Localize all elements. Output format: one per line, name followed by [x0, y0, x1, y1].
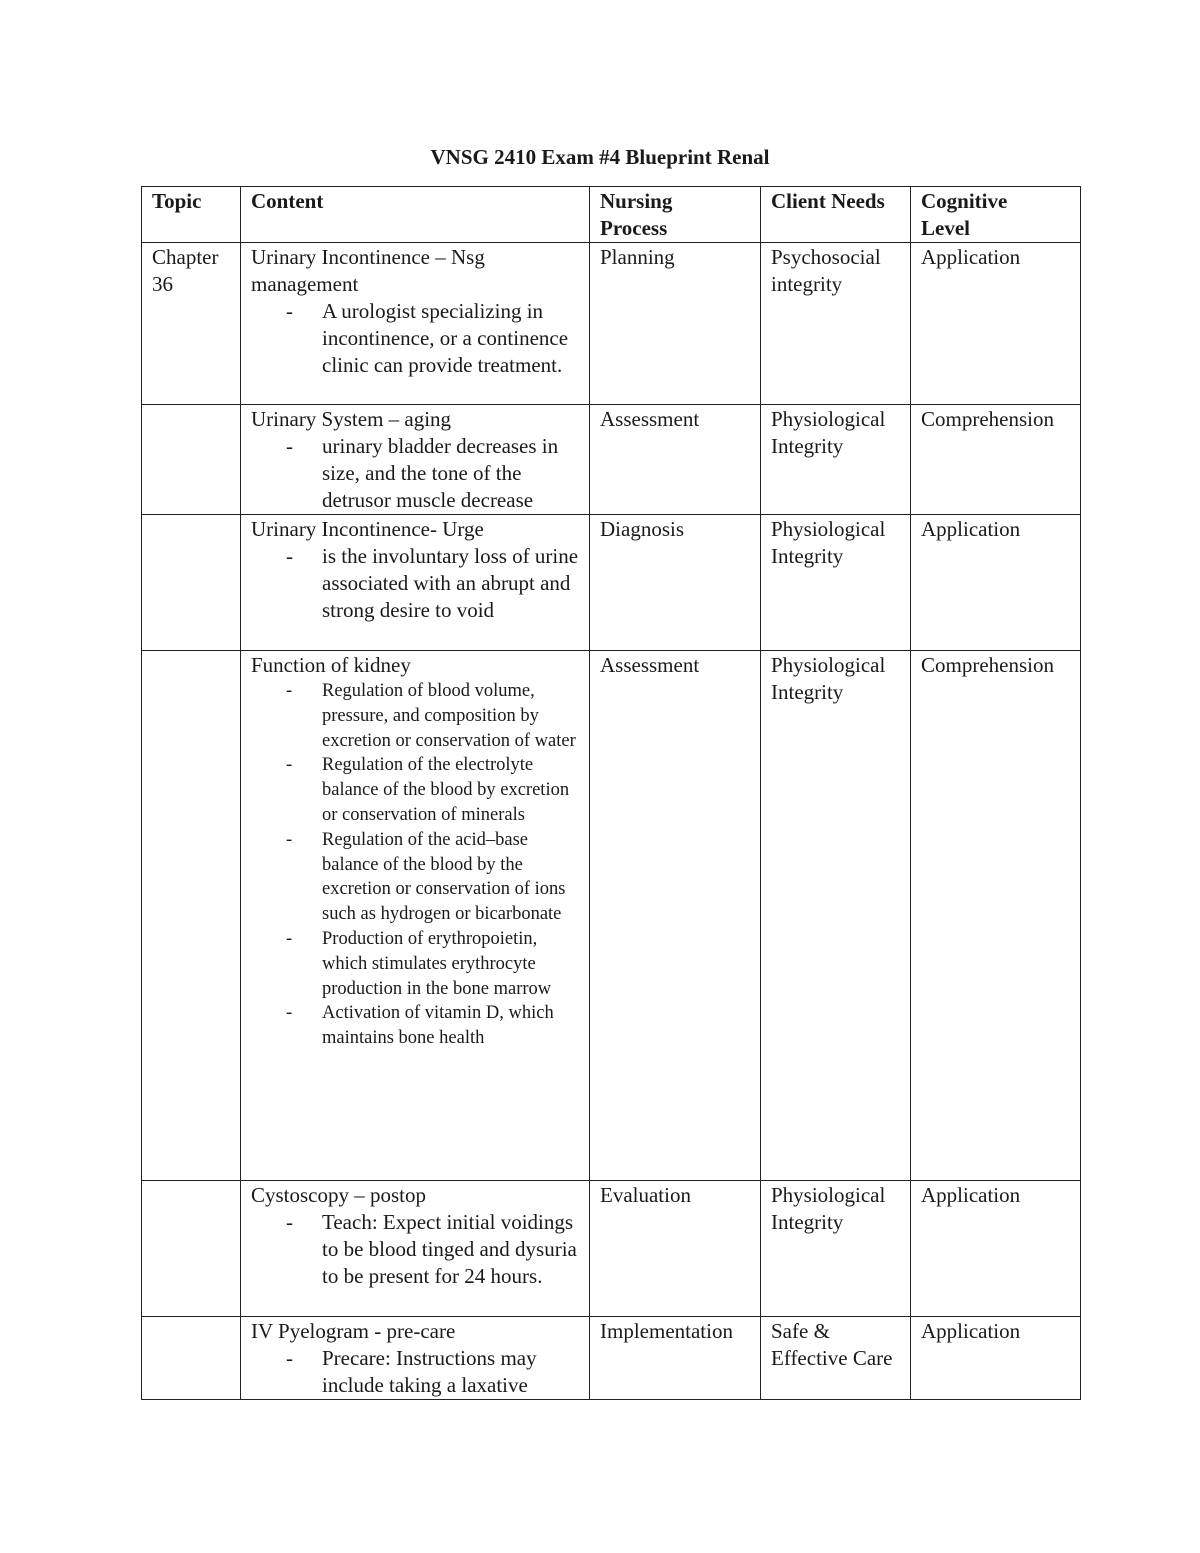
bullet-list [251, 1209, 583, 1290]
table-row [142, 1181, 1081, 1317]
cell-topic [142, 515, 241, 651]
table-row [142, 405, 1081, 515]
table-row [142, 515, 1081, 651]
cell-cognitive-level: Application [911, 1317, 1081, 1400]
bullet-item: - Regulation of the acid–base balance of the blood by the excretion or conservation of ions such as hydrogen or bicarbonate [251, 828, 583, 927]
cell-content [241, 515, 590, 651]
bullet-item: - Teach: Expect initial voidings to be blood tinged and dysuria to be present for 24 hours. [251, 1209, 583, 1290]
content-title: Urinary System – aging [251, 407, 452, 431]
cell-nursing-process: Planning [590, 243, 761, 405]
content-title: Cystoscopy – postop [251, 1183, 427, 1207]
bullet-item: - Precare: Instructions may include taking a laxative [251, 1345, 583, 1399]
cell-content [241, 405, 590, 515]
header-nursing-process [590, 187, 761, 243]
cell-cognitive-level: Application [911, 1181, 1081, 1317]
bullet-item: - A urologist specializing in incontinence, or a continence clinic can provide treatment. [251, 298, 583, 379]
cell-cognitive-level: Comprehension [911, 405, 1081, 515]
cell-topic [142, 1181, 241, 1317]
cell-topic [142, 1317, 241, 1400]
cell-client-needs: Physiological Integrity [761, 515, 911, 651]
bullet-list [251, 679, 583, 1051]
table-header-row [142, 187, 1081, 243]
cell-nursing-process: Implementation [590, 1317, 761, 1400]
page-title: VNSG 2410 Exam #4 Blueprint Renal [430, 145, 770, 169]
cell-topic [142, 651, 241, 1181]
cell-nursing-process: Assessment [590, 405, 761, 515]
cell-cognitive-level: Application [911, 243, 1081, 405]
header-cognitive-level-line2: Level [921, 216, 970, 240]
content-title: Urinary Incontinence – Nsg management [251, 245, 485, 296]
cell-content [241, 1317, 590, 1400]
bullet-list [251, 543, 583, 624]
header-cognitive-level [911, 187, 1081, 243]
cell-client-needs: Physiological Integrity [761, 405, 911, 515]
cell-client-needs: Physiological Integrity [761, 651, 911, 1181]
bullet-list [251, 1345, 583, 1399]
table-row [142, 243, 1081, 405]
bullet-item: - Production of erythropoietin, which stimulates erythrocyte production in the bone marrow [251, 927, 583, 1001]
table-row [142, 1317, 1081, 1400]
content-title: Urinary Incontinence- Urge [251, 517, 484, 541]
bullet-item: - Regulation of the electrolyte balance of the blood by excretion or conservation of minerals [251, 753, 583, 827]
bullet-item: - Activation of vitamin D, which maintains bone health [251, 1001, 583, 1051]
bullet-item: - urinary bladder decreases in size, and the tone of the detrusor muscle decrease [251, 433, 583, 514]
blueprint-table [141, 186, 1081, 1400]
cell-topic: Chapter 36 [142, 243, 241, 405]
cell-client-needs: Psychosocial integrity [761, 243, 911, 405]
cell-content [241, 243, 590, 405]
header-topic: Topic [142, 187, 241, 243]
header-content: Content [241, 187, 590, 243]
content-title: IV Pyelogram - pre-care [251, 1319, 456, 1343]
cell-client-needs: Physiological Integrity [761, 1181, 911, 1317]
cell-nursing-process: Diagnosis [590, 515, 761, 651]
header-nursing-process-line2: Process [600, 216, 668, 240]
cell-client-needs: Safe & Effective Care [761, 1317, 911, 1400]
bullet-item: - Regulation of blood volume, pressure, and composition by excretion or conservation of water [251, 679, 583, 753]
table-row [142, 651, 1081, 1181]
bullet-list [251, 433, 583, 514]
cell-cognitive-level: Comprehension [911, 651, 1081, 1181]
bullet-list [251, 298, 583, 379]
cell-topic [142, 405, 241, 515]
cell-nursing-process: Evaluation [590, 1181, 761, 1317]
cell-cognitive-level: Application [911, 515, 1081, 651]
header-cognitive-level-line1: Cognitive [921, 189, 1008, 213]
cell-content [241, 651, 590, 1181]
bullet-item: - is the involuntary loss of urine associated with an abrupt and strong desire to void [251, 543, 583, 624]
cell-nursing-process: Assessment [590, 651, 761, 1181]
content-title: Function of kidney [251, 653, 411, 677]
header-client-needs: Client Needs [761, 187, 911, 243]
header-nursing-process-line1: Nursing [600, 189, 673, 213]
cell-content [241, 1181, 590, 1317]
